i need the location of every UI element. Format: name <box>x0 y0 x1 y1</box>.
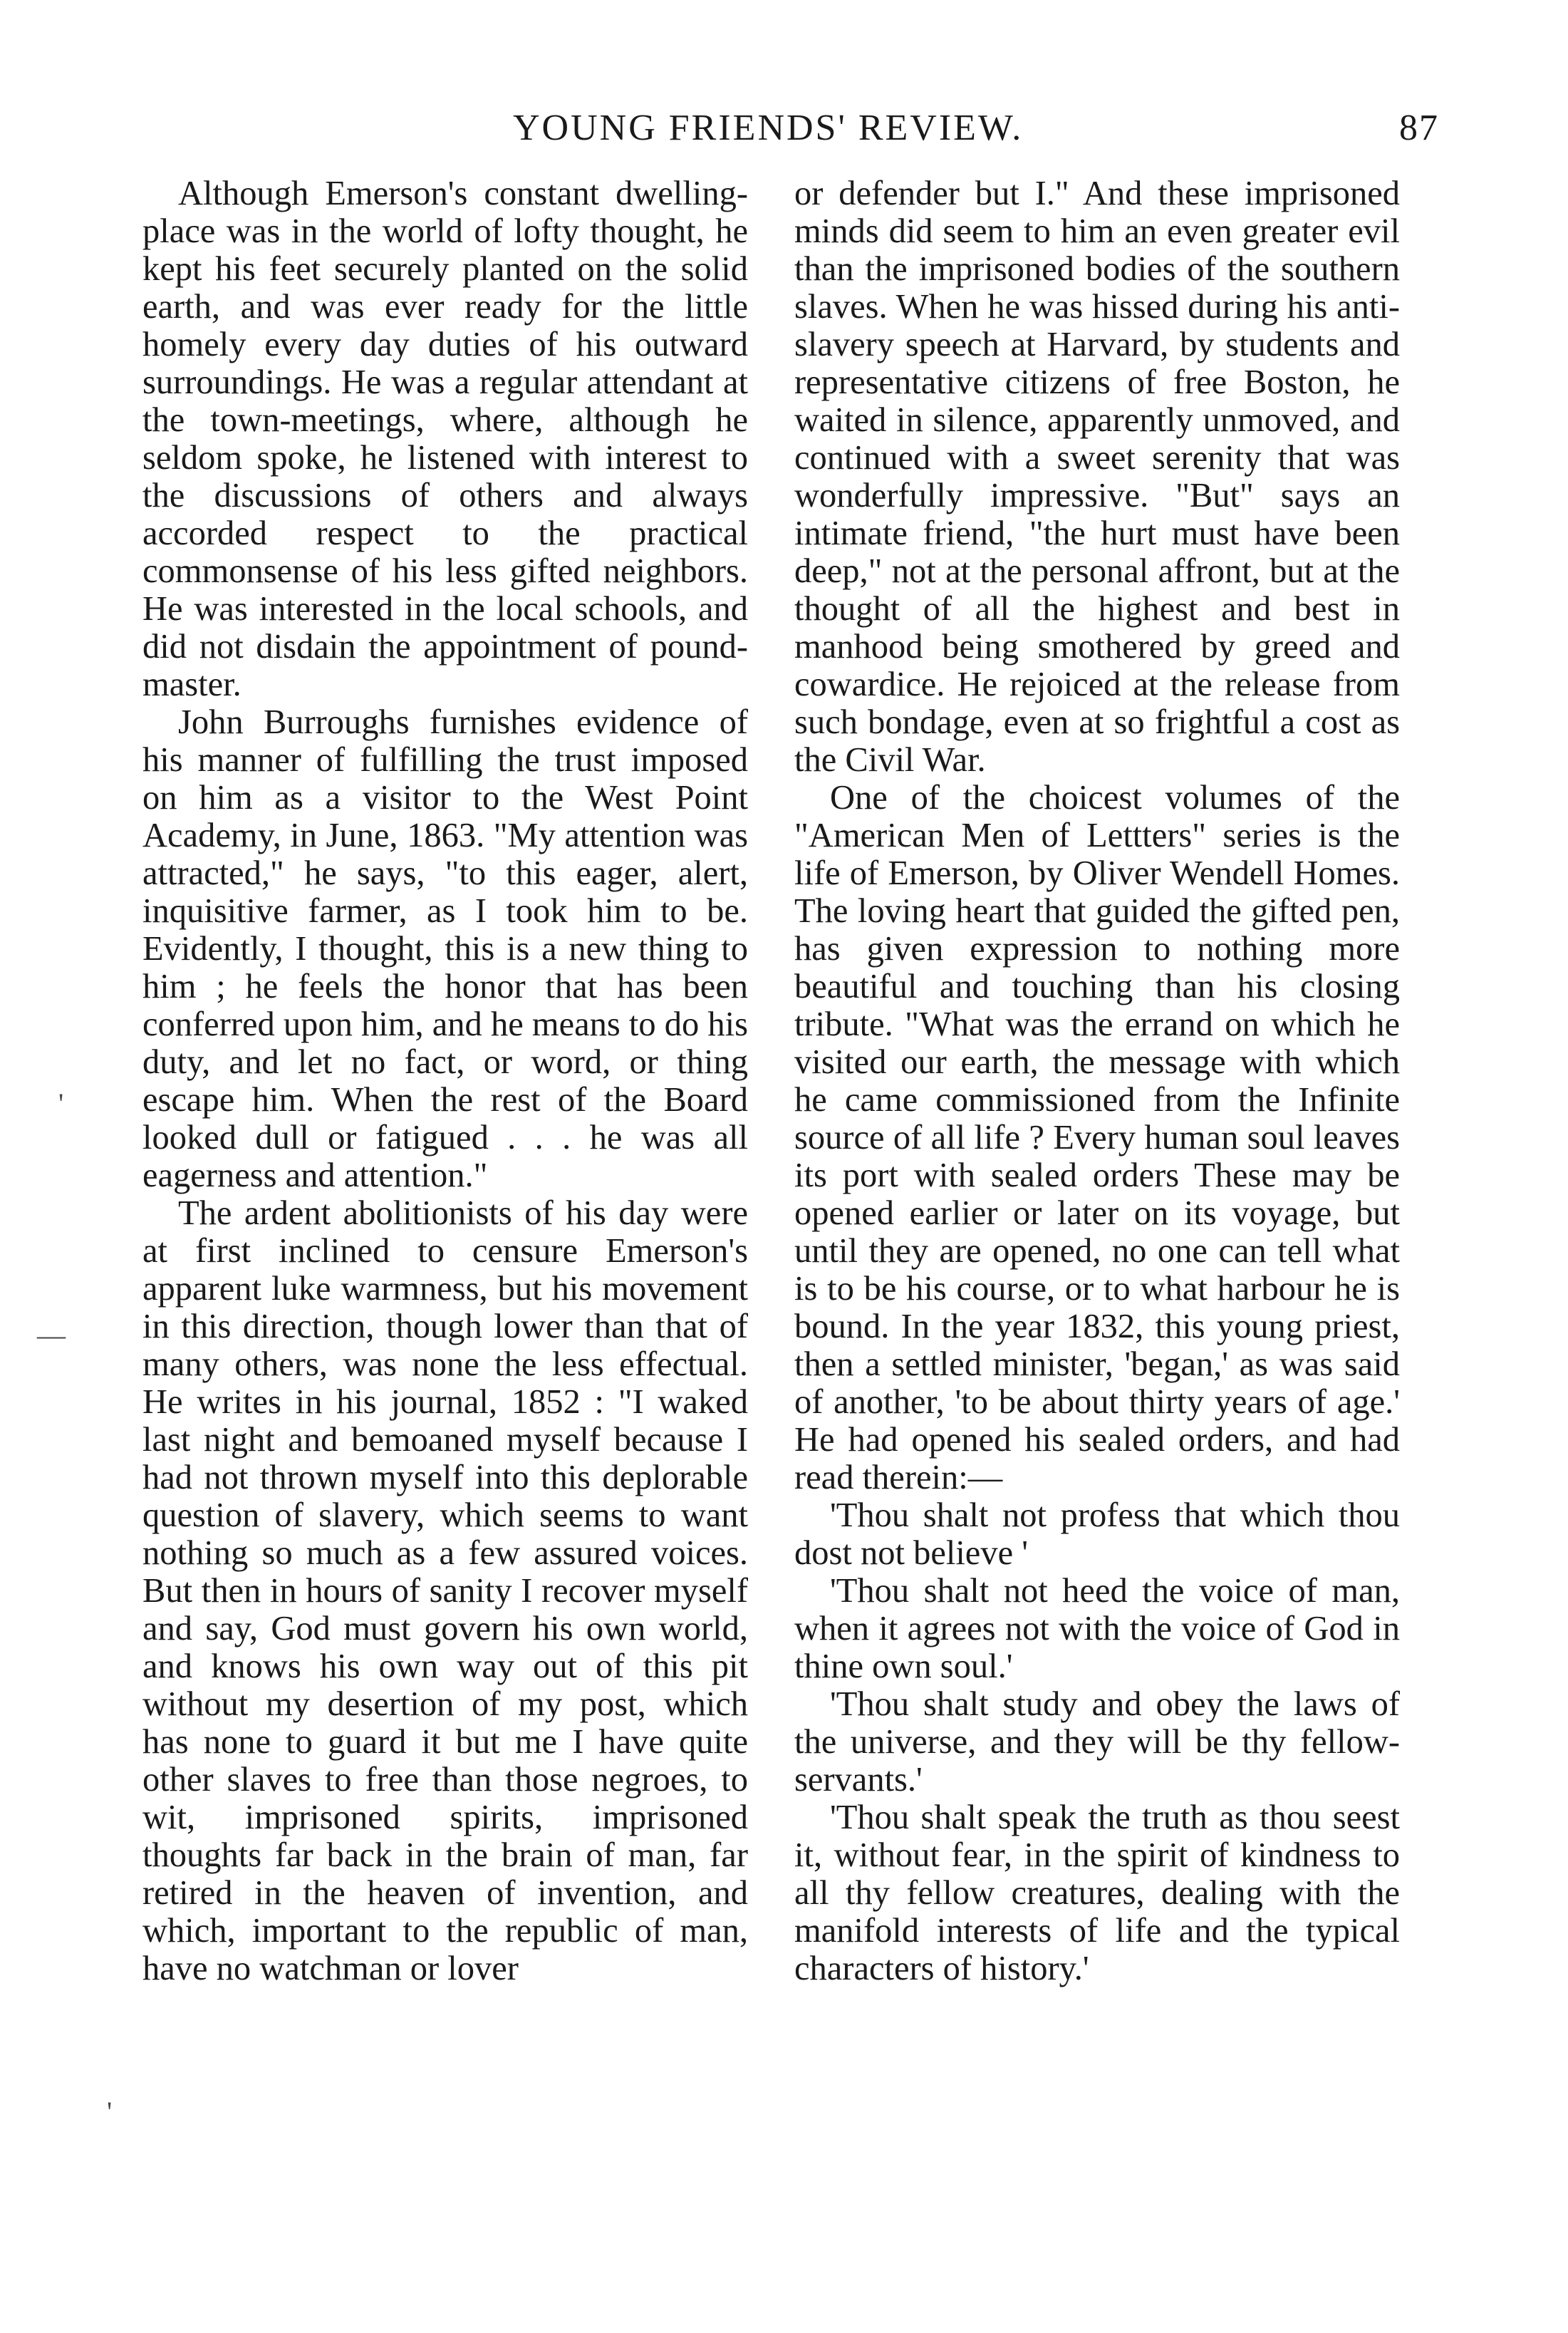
paragraph: One of the choicest volumes of the "American Men of Lettters" series is the life of Emerson, by Oliver Wendell Homes. The loving heart that guided the gifted pen, has given expression to nothing more beautiful and touching than his closing tribute. "What was the errand on which he visited our earth, the message with which he came commissioned from the Infinite source of all life ? Every human soul leaves its port with sealed orders These may be opened earlier or later on its voyage, but until they are opened, no one can tell what is to be his course, or to what harbour he is bound. In the year 1832, this young priest, then a settled minister, 'began,' as was said of another, 'to be about thirty years of age.' He had opened his sealed orders, and had read therein:— <box>794 779 1400 1496</box>
quoted-order: 'Thou shalt not profess that which thou dost not believe ' <box>794 1496 1400 1572</box>
margin-mark: — <box>37 1319 66 1351</box>
paragraph: Although Emerson's constant dwelling-place was in the world of lofty thought, he kept his feet securely planted on the solid earth, and was ever ready for the little homely every day duties of his outward surroundings. He was a regular attendant at the town-meetings, where, although he seldom spoke, he listened with interest to the discussions of others and always accorded respect to the practical commonsense of his less gifted neighbors. He was interested in the local schools, and did not disdain the appointment of pound-master. <box>142 175 748 703</box>
paragraph: John Burroughs furnishes evidence of his manner of fulfilling the trust imposed on him as a visitor to the West Point Academy, in June, 1863. "My attention was attracted," he says, "to this eager, alert, inquisitive farmer, as I took him to be. Evidently, I thought, this is a new thing to him ; he feels the honor that has been conferred upon him, and he means to do his duty, and let no fact, or word, or thing escape him. When the rest of the Board looked dull or fatigued . . . he was all eagerness and attention." <box>142 703 748 1194</box>
running-header <box>157 107 1439 157</box>
quoted-order: 'Thou shalt not heed the voice of man, when it agrees not with the voice of God in thine own soul.' <box>794 1572 1400 1685</box>
paragraph: The ardent abolitionists of his day were at first inclined to censure Emerson's apparent luke warmness, but his movement in this direction, though lower than that of many others, was none the less effectual. He writes in his journal, 1852 : "I waked last night and bemoaned myself because I had not thrown myself into this deplorable question of slavery, which seems to want nothing so much as a few assured voices. But then in hours of sanity I recover myself and say, God must govern his own world, and knows his own way out of this pit without my desertion of my post, which has none to guard it but me I have quite other slaves to free than those negroes, to wit, imprisoned spirits, imprisoned thoughts far back in the brain of man, far retired in the heaven of invention, and which, important to the republic of man, have no watchman or lover <box>142 1194 748 1987</box>
quoted-order: 'Thou shalt speak the truth as thou seest it, without fear, in the spirit of kindness to all thy fellow creatures, dealing with the manifold interests of life and the typical characters of history.' <box>794 1799 1400 1987</box>
paragraph-continuation: or defender but I." And these imprisoned minds did seem to him an even greater evil than the imprisoned bodies of the southern slaves. When he was hissed during his anti-slavery speech at Harvard, by students and representative citizens of free Boston, he waited in silence, apparently unmoved, and continued with a sweet serenity that was wonderfully impressive. "But" says an intimate friend, "the hurt must have been deep," not at the personal affront, but at the thought of all the highest and best in manhood being smothered by greed and cowardice. He rejoiced at the release from such bondage, even at so frightful a cost as the Civil War. <box>794 175 1400 779</box>
right-column <box>794 175 1400 1987</box>
quoted-order: 'Thou shalt study and obey the laws of the universe, and they will be thy fellow-servants.' <box>794 1685 1400 1799</box>
page-number: 87 <box>1399 108 1439 148</box>
margin-mark: ' <box>58 1087 64 1119</box>
margin-mark: ' <box>107 2096 113 2128</box>
journal-title: YOUNG FRIENDS' REVIEW. <box>513 108 1024 148</box>
left-column <box>142 175 748 1987</box>
